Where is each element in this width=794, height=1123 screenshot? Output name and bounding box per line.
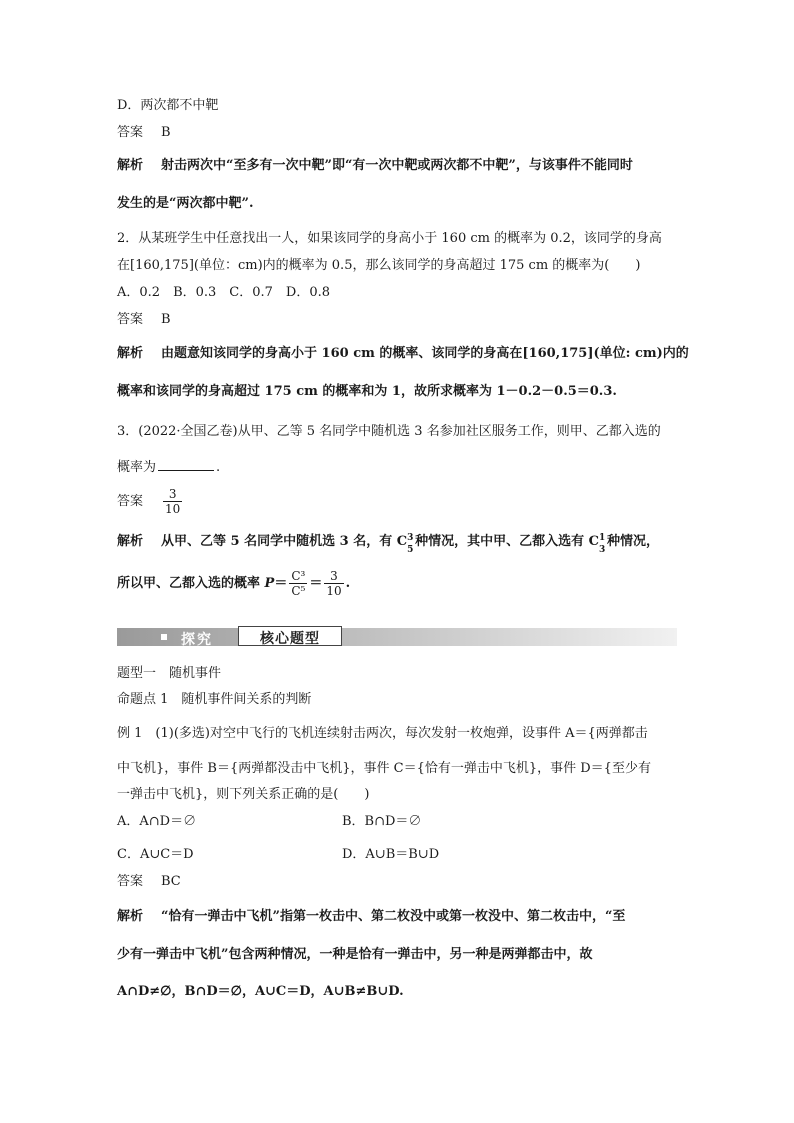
answer-value: B	[161, 125, 171, 140]
ex1-analysis-line2: 少有一弹击中飞机”包含两种情况，一种是恰有一弹击中，另一种是两弹都击中，故	[117, 947, 593, 962]
analysis-text: 种情况，其中甲、乙都入选有 C	[415, 534, 599, 549]
combination-sup: 1	[598, 533, 606, 543]
fraction-denominator: 10	[326, 584, 342, 598]
option-c: C．A∪C＝D	[117, 847, 194, 862]
topic-title: 题型一 随机事件	[117, 666, 222, 681]
banner-left-title: 探究	[181, 632, 213, 648]
q2-stem-line2: 在[160,175](单位：cm)内的概率为 0.5，那么该同学的身高超过 175 cm 的概率为( )	[117, 258, 641, 273]
answer-label: 答案	[117, 312, 144, 327]
q1-analysis-line1	[117, 157, 633, 175]
answer-value: BC	[161, 874, 181, 889]
square-bullet-icon	[161, 634, 167, 640]
q2-options: A．0.2 B．0.3 C．0.7 D．0.8	[117, 285, 331, 300]
q3-stem-line2	[117, 458, 220, 477]
fraction-numerator: 3	[324, 569, 343, 584]
option-b: B．B∩D＝∅	[342, 814, 422, 829]
q1-answer-row	[117, 124, 171, 142]
combination-sub: 5	[407, 545, 414, 555]
variable-p: P	[264, 576, 275, 591]
ex1-stem-line3: 一弹击中飞机}，则下列关系正确的是( )	[117, 787, 370, 802]
q1-analysis-line2: 发生的是“两次都中靶”.	[117, 196, 254, 211]
q3-analysis-line1	[117, 533, 659, 555]
period: .	[345, 576, 351, 591]
answer-value: B	[161, 312, 171, 327]
banner-right-box	[238, 626, 342, 646]
equals-sign: ＝	[309, 576, 323, 591]
stem-text: 概率为	[117, 460, 157, 475]
analysis-text: 射击两次中“至多有一次中靶”即“有一次中靶或两次都不中靶”，与该事件不能同时	[161, 158, 633, 173]
analysis-label: 解析	[117, 534, 144, 549]
answer-label: 答案	[117, 125, 144, 140]
analysis-label: 解析	[117, 909, 144, 924]
stem-end: .	[216, 460, 221, 475]
fraction-denominator: 10	[165, 502, 181, 516]
banner-right-title: 核心题型	[260, 631, 320, 647]
combination-2	[598, 533, 607, 555]
analysis-text: “恰有一弹击中飞机”指第一枚击中、第二枚没中或第一枚没中、第二枚击中，“至	[161, 909, 626, 924]
fraction-denominator: C⁵	[291, 584, 306, 598]
q2-analysis-line1	[117, 345, 689, 363]
probability-fraction-1	[289, 569, 307, 598]
answer-fraction	[163, 487, 182, 516]
q3-stem-line1: 3．(2022·全国乙卷)从甲、乙等 5 名同学中随机选 3 名参加社区服务工作，则甲、乙都入选的	[117, 424, 661, 439]
fraction-numerator: 3	[163, 487, 182, 502]
analysis-label: 解析	[117, 158, 144, 173]
ex1-stem-line2: 中飞机}，事件 B＝{两弹都没击中飞机}，事件 C＝{恰有一弹击中飞机}，事件 D＝{至少有	[117, 761, 651, 776]
analysis-text: 种情况，	[606, 534, 659, 549]
ex1-options-row2	[117, 846, 439, 864]
fraction-numerator: C³	[291, 569, 306, 583]
topic-subtitle: 命题点 1 随机事件间关系的判断	[117, 692, 312, 707]
analysis-text: 由题意知该同学的身高小于 160 cm 的概率、该同学的身高在[160,175](单位: cm)内的	[161, 346, 689, 361]
combination-sub: 3	[598, 545, 606, 555]
combination-sup: 3	[407, 533, 414, 543]
option-d: D．A∪B＝B∪D	[342, 847, 440, 862]
ex1-answer-row	[117, 873, 181, 891]
analysis-label: 解析	[117, 346, 144, 361]
q1-option-d: D．两次都不中靶	[117, 98, 219, 113]
q3-analysis-line2	[117, 566, 350, 602]
q2-answer-row	[117, 311, 171, 329]
combination-1	[407, 533, 415, 555]
ex1-stem-line1: 例 1 (1)(多选)对空中飞行的飞机连续射击两次，每次发射一枚炮弹，设事件 A＝{两弹都击	[117, 726, 648, 741]
ex1-analysis-line3: A∩D≠∅，B∩D＝∅，A∪C＝D，A∪B≠B∪D.	[117, 984, 404, 999]
q2-stem-line1: 2．从某班学生中任意找出一人，如果该同学的身高小于 160 cm 的概率为 0.2，该同学的身高	[117, 231, 662, 246]
analysis-text: 所以甲、乙都入选的概率	[117, 576, 265, 591]
section-banner	[117, 626, 677, 646]
answer-label: 答案	[117, 494, 144, 509]
ex1-options-row1	[117, 813, 421, 831]
equals-sign: ＝	[274, 576, 288, 591]
probability-fraction-2	[324, 569, 343, 598]
answer-blank	[158, 458, 214, 471]
analysis-text: 从甲、乙等 5 名同学中随机选 3 名，有 C	[161, 534, 408, 549]
option-a: A．A∩D＝∅	[117, 814, 197, 829]
answer-label: 答案	[117, 874, 144, 889]
q2-analysis-line2: 概率和该同学的身高超过 175 cm 的概率和为 1，故所求概率为 1－0.2－0.5＝0.3.	[117, 384, 617, 399]
ex1-analysis-line1	[117, 908, 625, 926]
q3-answer-row	[117, 484, 184, 520]
